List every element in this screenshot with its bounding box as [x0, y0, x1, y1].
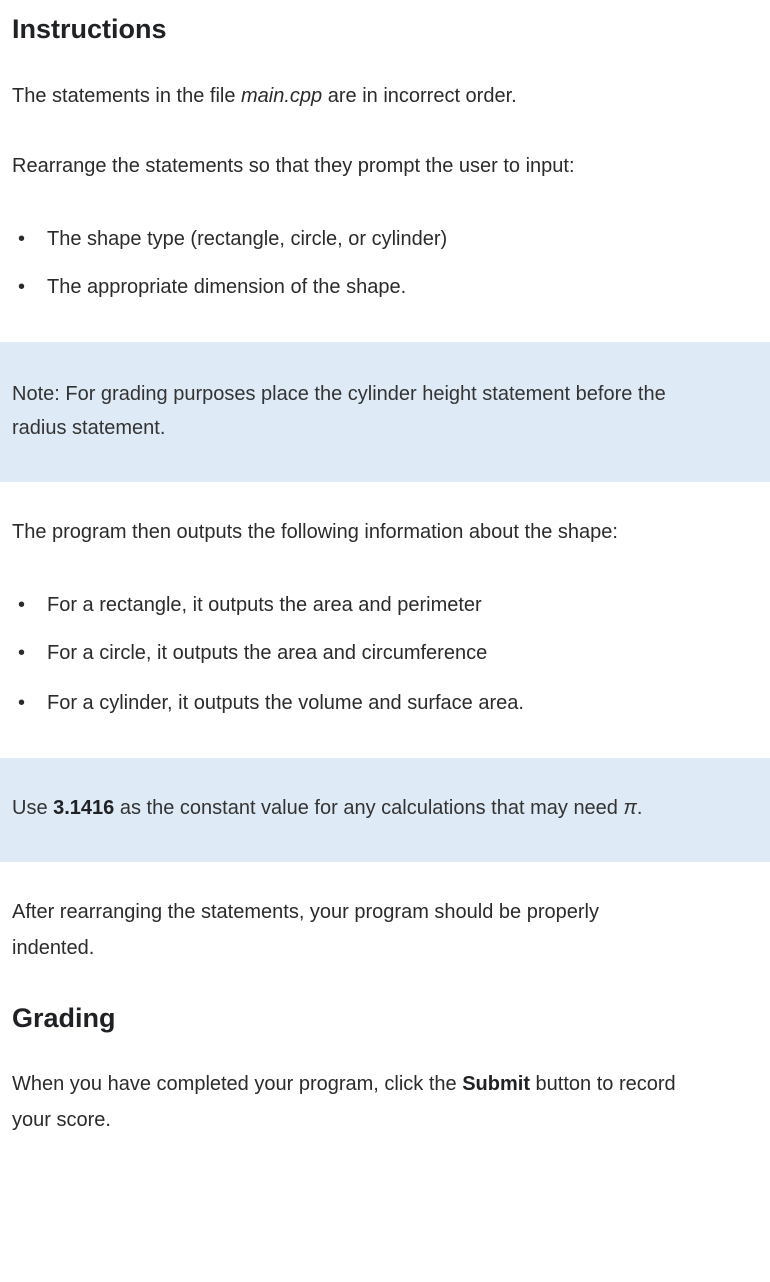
grading-line-2: your score.: [12, 1109, 111, 1131]
bullet-icon: •: [18, 228, 26, 250]
grading-title: Grading: [12, 1003, 116, 1033]
grading-note: [0, 342, 770, 482]
instructions-page: Instructions The statements in the file main.cpp are in incorrect order. Rearrange the statements so that they prompt the user to input: • The shape type (rectangle, circle, or cylinder) • The appropriate dimension of the shape. Note: For grading purposes place the cylinder height statement before the radius statement. The program then outputs the following information about the shape: • For a rectangle, it outputs the area and perimeter • For a circle, it outputs the area and circumference • For a cylinder, it outputs the volume and surface area. Use 3.1416 as the constant value for any calculations that may need π. After rearranging the statements, your program should be properly indented. Grading When you have completed your program, click the Submit button to record your score.: [0, 0, 770, 1282]
submit-word: Submit: [462, 1073, 530, 1095]
indent-line-2: indented.: [12, 937, 95, 959]
intro-prefix: The statements in the file: [12, 85, 242, 107]
page-title: Instructions: [12, 14, 167, 44]
intro-paragraph: [12, 79, 517, 114]
pi-symbol: π: [623, 797, 637, 819]
pi-note-text: Use 3.1416 as the constant value for any calculations that may need π.: [12, 797, 643, 819]
pi-value: 3.1416: [53, 797, 115, 819]
bullet-icon: •: [18, 692, 26, 714]
rearrange-paragraph: Rearrange the statements so that they prompt the user to input:: [12, 155, 575, 177]
note-line-2: radius statement.: [12, 417, 166, 439]
pi-note: [0, 758, 770, 862]
filename: main.cpp: [241, 85, 323, 107]
grading-line-1: When you have completed your program, click the Submit button to record: [12, 1073, 676, 1095]
indent-line-1: After rearranging the statements, your program should be properly: [12, 901, 599, 923]
bullet-icon: •: [18, 594, 26, 616]
note-line-1: Note: For grading purposes place the cylinder height statement before the: [12, 383, 666, 405]
intro-suffix: are in incorrect order.: [322, 85, 517, 107]
bullet-icon: •: [18, 642, 26, 664]
outputs-paragraph: The program then outputs the following information about the shape:: [12, 521, 618, 543]
bullet-icon: •: [18, 276, 26, 298]
